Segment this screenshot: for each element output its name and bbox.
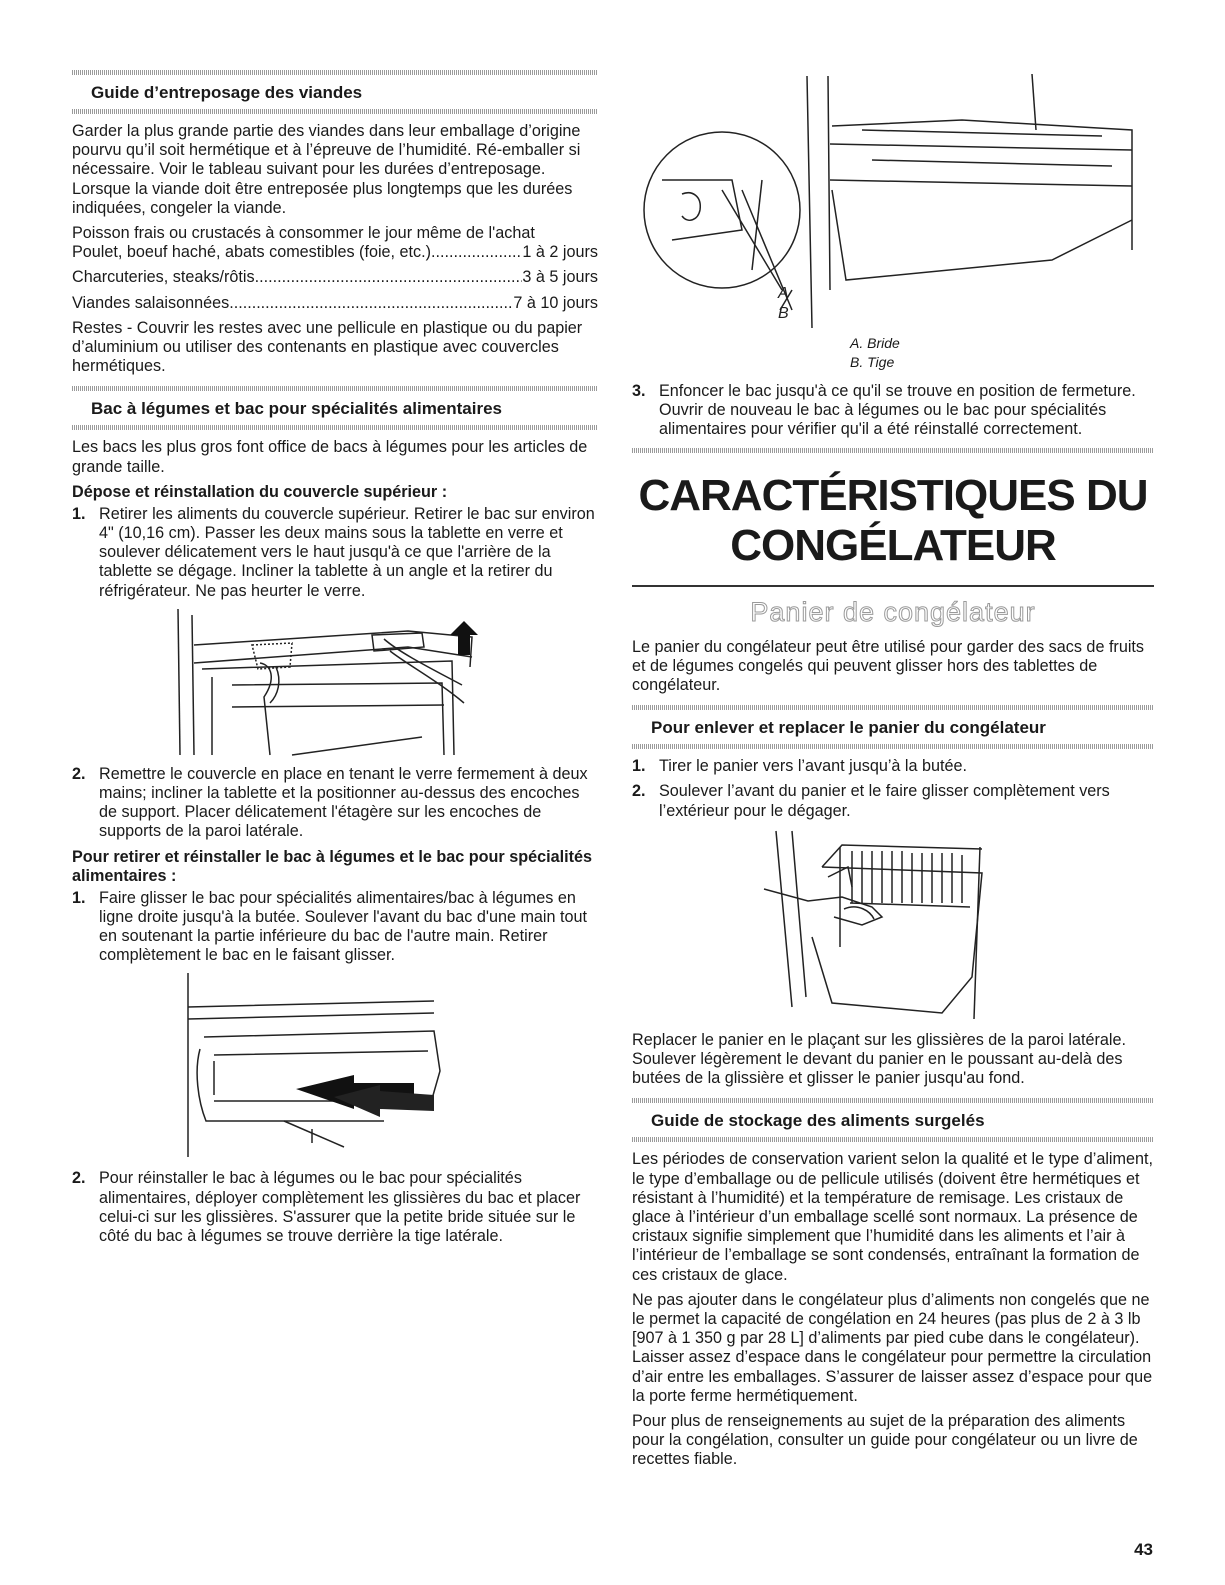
cover-steps [72,505,598,601]
section-divider [72,425,598,430]
crisper-heading: Bac à légumes et bac pour spécialités alimentaires [91,399,503,419]
caption-b: B. Tige [850,354,895,370]
leftovers-note: Restes - Couvrir les restes avec une pellicule en plastique ou du papier d’aluminium ou utiliser des contenants en plastique avec couvercles hermétiques. [72,318,583,376]
meat-guide-heading: Guide d’entreposage des viandes [91,83,363,102]
section-divider [632,448,1154,453]
section-divider [72,70,598,75]
bin-steps-right [632,382,1154,440]
list-item: 1. Retirer les aliments du couvercle supérieur. Retirer le bac sur environ 4" (10,16 cm). Passer les deux mains sous la tablette en verre et soulever délicatement vers le haut jusqu'à ce que l'arrière de la tablette se dégage. Incliner la tablette à un angle et la retirer du réfrigérateur. Ne pas heurter le verre. [72,504,595,600]
list-item: 2. Remettre le couvercle en place en tenant le verre fermement à deux mains; incliner la tablette et la positionner au-dessus des encoches de support. Placer délicatement l'étagère sur les encoches de supports de la paroi latérale. [72,764,588,841]
replace-text: Replacer le panier en le plaçant sur les glissières de la paroi latérale. Soulever légèrement le devant du panier en le poussant au-delà des butées de la glissière et glisser le panier jusqu'au fond. [632,1030,1126,1088]
label-b: B [778,305,789,322]
right-column [632,70,1154,1476]
section-divider [632,1098,1154,1103]
frozen-heading: Guide de stockage des aliments surgelés [651,1111,985,1131]
section-divider [632,705,1154,710]
caption-a: A. Bride [850,335,900,351]
title-rule [632,585,1154,587]
list-item: 3. Enfoncer le bac jusqu'à ce qu'il se trouve en position de fermeture. Ouvrir de nouveau le bac à légumes ou le bac pour spécialités alimentaires pour vérifier qu'il a été réinstallé correctement. [632,382,1136,439]
cover-heading: Dépose et réinstallation du couvercle supérieur : [72,482,448,501]
bin-steps [72,889,598,966]
meat-intro: Garder la plus grande partie des viandes dans leur emballage d’origine pourvu qu’il soit hermétique et à l’épreuve de l’humidité. Ré-emballer si nécessaire. Voir le tableau suivant pour les durées d’entreposage. Lorsque la viande doit être entreposée plus longtemps que les durées indiquées, congeler la viande. [72,122,581,217]
list-item: 1. Tirer le panier vers l’avant jusqu’à la butée. [632,757,968,776]
section-subtitle: Panier de congélateur [750,596,1036,627]
flange-rod-illustration [632,70,1154,332]
page-number: 43 [1134,1540,1153,1559]
basket-illustration [762,827,1154,1023]
basket-heading: Pour enlever et replacer le panier du congélateur [651,718,1046,738]
cover-steps-continued [72,765,598,842]
section-divider [72,386,598,391]
frozen-p3: Pour plus de renseignements au sujet de la préparation des aliments pour la congélation, consulter un guide pour congélateur ou un livre de recettes fiable. [632,1412,1138,1469]
list-item: 2. Soulever l’avant du panier et le faire glisser complètement vers l’extérieur pour le dégager. [632,782,1110,820]
crisper-intro: Les bacs les plus gros font office de bacs à légumes pour les articles de grande taille. [72,438,588,476]
frozen-p2: Ne pas ajouter dans le congélateur plus d’aliments non congelés que ne le permet la capacité de congélation en 24 heures (pas plus de 2 à 3 lb [907 à 1 350 g par 28 L] d’aliments par pied cube dans le congélateur). Laisser assez d’espace dans le congélateur pour permettre la circulation d’air entre les emballages. S’assurer de laisser assez d’espace pour que la porte ferme hermétiquement. [632,1290,1153,1405]
frozen-p1: Les périodes de conservation varient selon la qualité et le type d’aliment, le type d’emballage ou de pellicule utilisés (doivent être hermétiques et résistant à l’humidité) et la température de remisage. Les cristaux de glace à l’intérieur d’un emballage scellé sont normaux. La présence de cristaux signifie simplement que l’humidité dans les aliments et l’air à l’intérieur de l’emballage se sont condensés, entraînant la formation de ces cristaux de glace. [632,1150,1154,1284]
page-title: CARACTÉRISTIQUES DU CONGÉLATEUR [638,470,1148,570]
list-item: 1. Faire glisser le bac pour spécialités alimentaires/bac à légumes en ligne droite jusqu'à la butée. Soulever l'avant du bac d'une main tout en soutenant la partie inférieure du bac de l'autre main. Retirer complètement le bac en le faisant glisser. [72,888,588,965]
left-column [72,70,598,1252]
bin-heading: Pour retirer et réinstaller le bac à légumes et le bac pour spécialités alimentaires : [72,847,593,885]
storage-row: Viandes salaisonnées ..... 7 à 10 jours [72,294,598,313]
cover-removal-illustration [172,607,598,757]
bin-steps-continued [72,1169,598,1246]
label-a: A [778,285,789,302]
storage-row: Charcuteries, steaks/rôtis ..... 3 à 5 jours [72,268,598,287]
section-divider [632,1137,1154,1142]
list-item: 2. Pour réinstaller le bac à légumes ou le bac pour spécialités alimentaires, déployer complètement les glissières du bac et placer celui-ci sur les glissières. S'assurer que la petite bride située sur le côté du bac à légumes se trouve derrière la tige latérale. [72,1169,581,1246]
basket-intro: Le panier du congélateur peut être utilisé pour garder des sacs de fruits et de légumes congelés qui peuvent glisser hors des tablettes de congélateur. [632,637,1145,695]
basket-steps [632,757,1154,821]
section-divider [632,744,1154,749]
fish-note: Poisson frais ou crustacés à consommer le jour même de l'achat [72,224,535,243]
section-divider [72,109,598,114]
bin-removal-illustration [184,971,598,1161]
storage-row: Poulet, boeuf haché, abats comestibles (foie, etc.) ..... 1 à 2 jours [72,243,598,262]
